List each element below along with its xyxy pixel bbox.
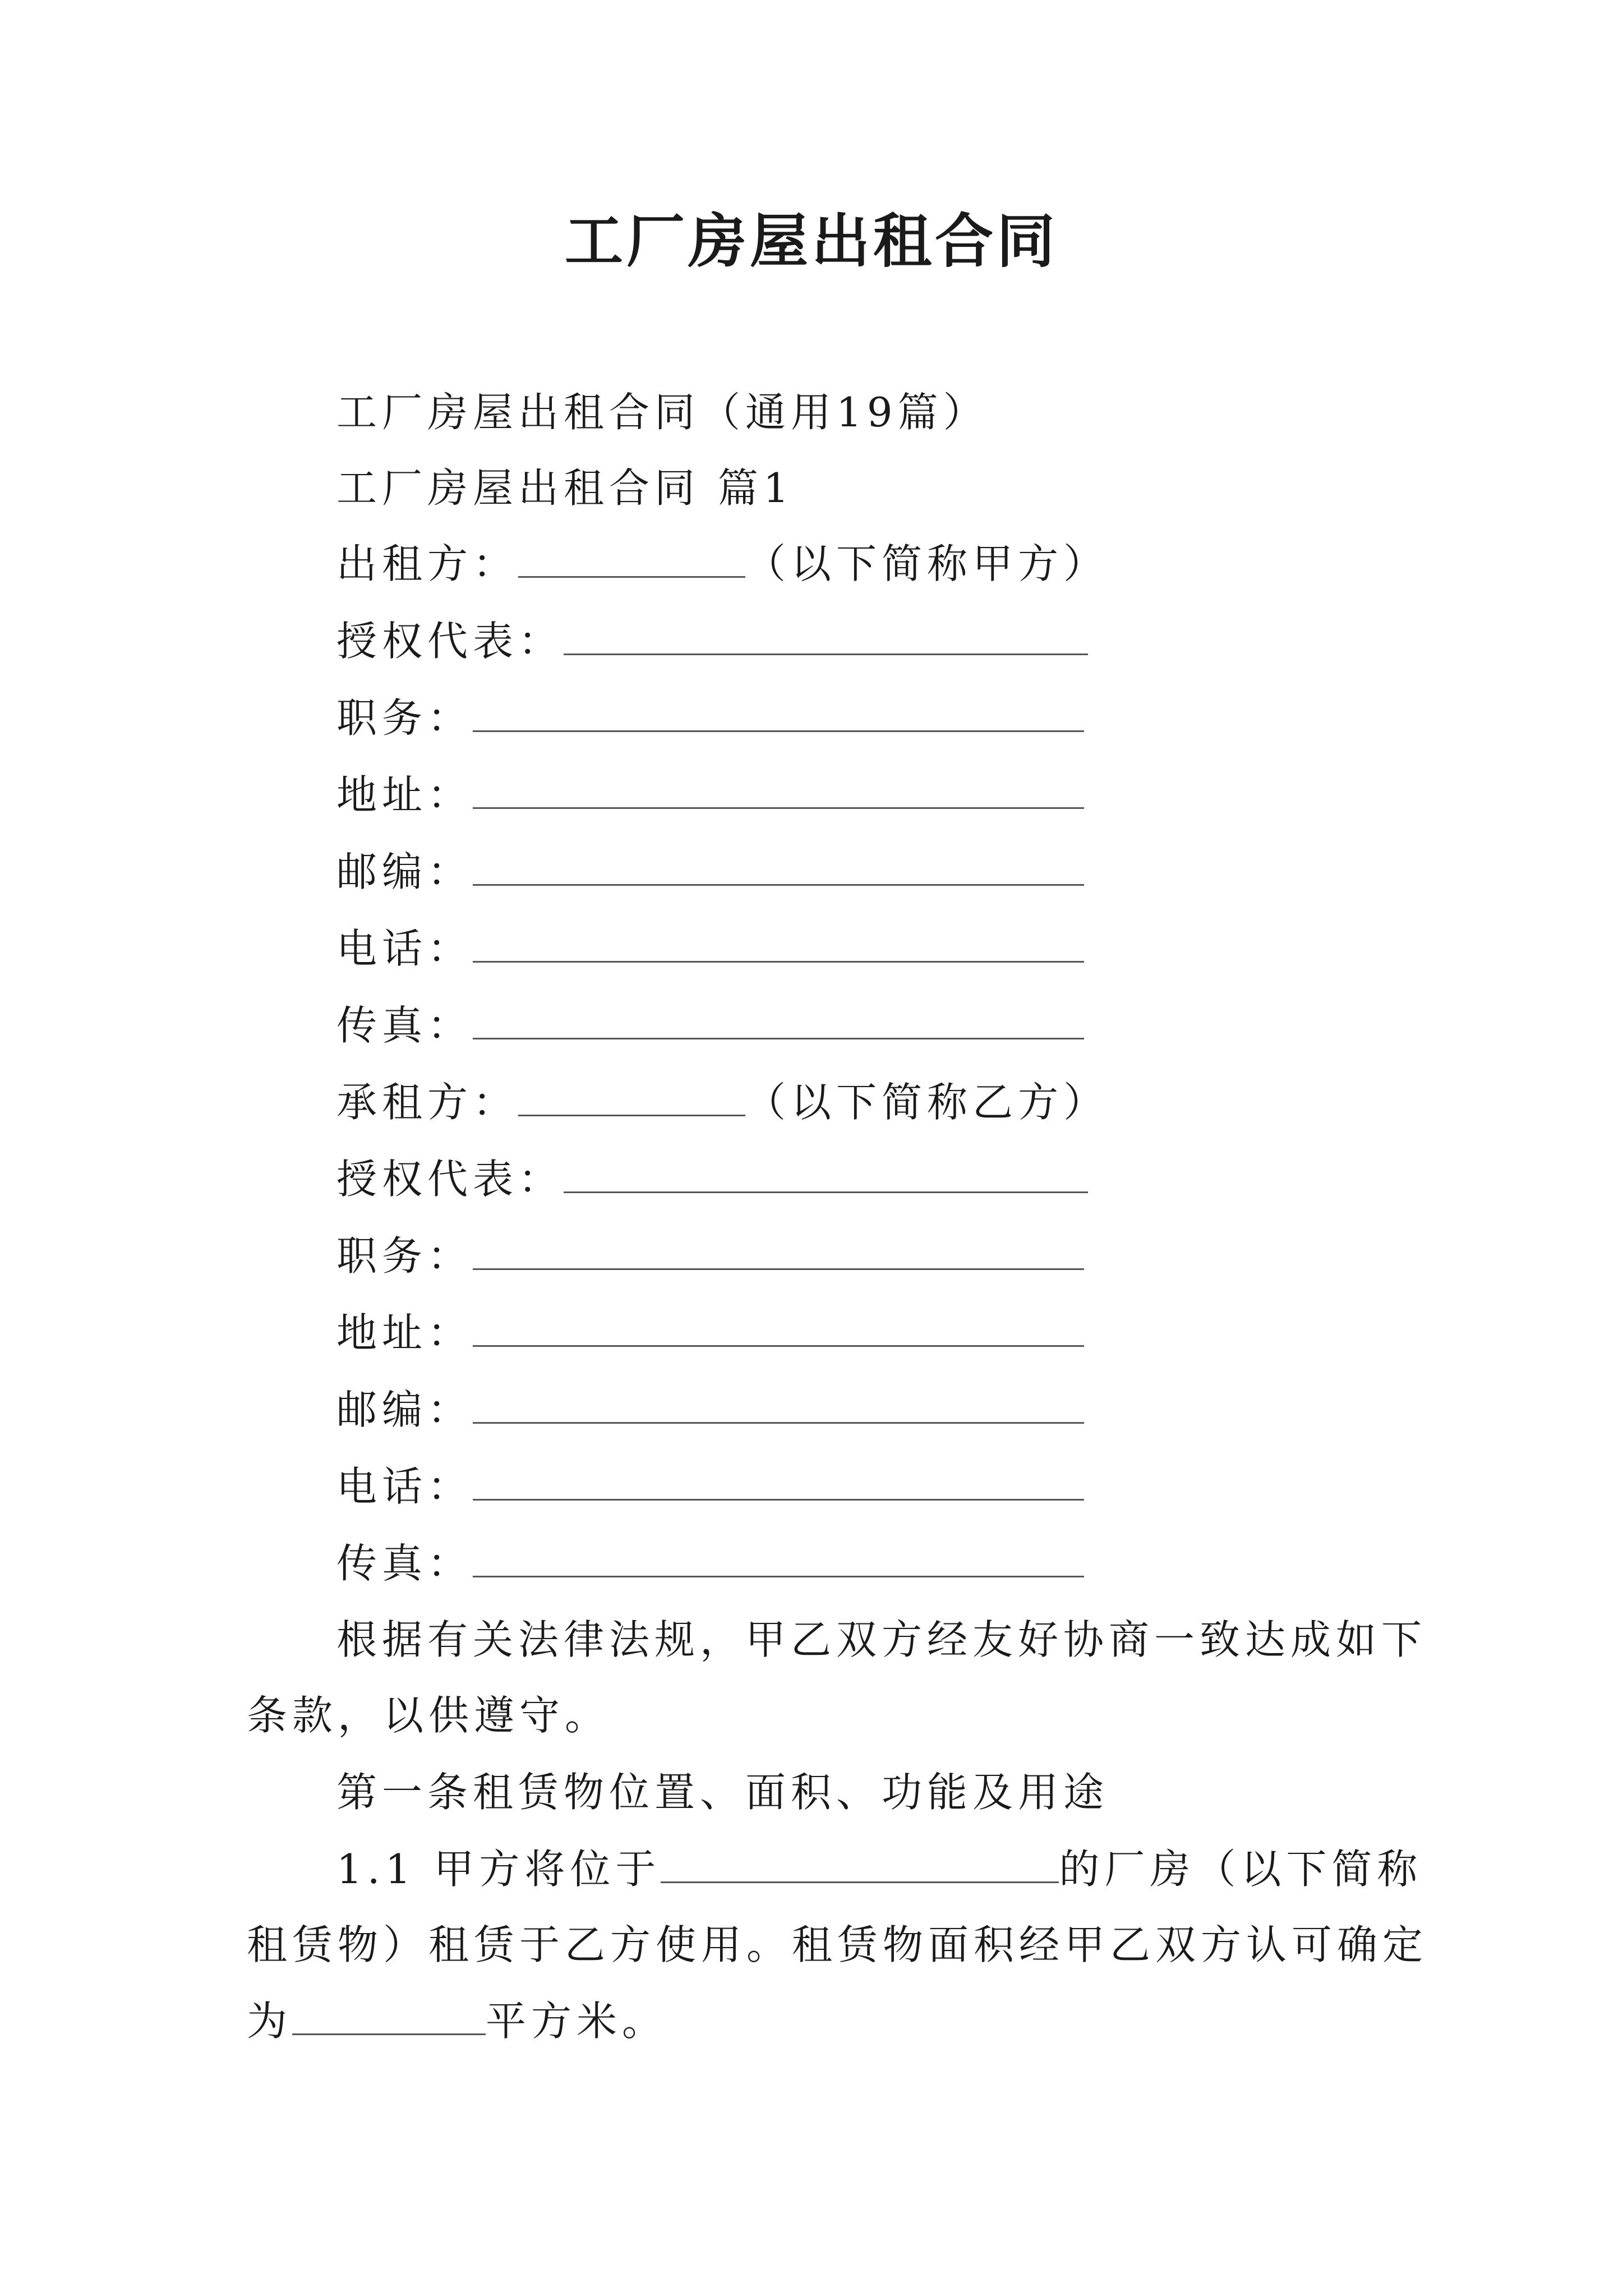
lessor-field-fax	[336, 995, 1084, 1056]
field-label: 邮编：	[336, 1386, 473, 1433]
field-label: 电话：	[336, 925, 473, 972]
clause-1-1-prefix: 1.1 甲方将位于	[336, 1846, 661, 1893]
lessee-field-position	[336, 1225, 1084, 1287]
field-blank[interactable]	[473, 845, 1084, 886]
lessee-field-address	[336, 1302, 1084, 1364]
lessee-label: 承租方：	[336, 1079, 519, 1126]
lessee-line	[336, 1071, 1109, 1133]
lessor-suffix: （以下简称甲方）	[745, 540, 1109, 587]
lessor-field-address	[336, 764, 1084, 826]
lessee-blank[interactable]	[518, 1075, 745, 1116]
lessor-field-position	[336, 687, 1084, 749]
lessor-field-postcode	[336, 841, 1084, 903]
field-label: 职务：	[336, 694, 473, 742]
field-label: 授权代表：	[336, 618, 564, 665]
lessor-field-phone	[336, 918, 1084, 979]
clause-1-1-line-2: 租赁物）租赁于乙方使用。租赁物面积经甲乙双方认可确定	[247, 1921, 1428, 1968]
field-blank[interactable]	[564, 614, 1088, 655]
lessee-field-postcode	[336, 1379, 1084, 1441]
field-label: 邮编：	[336, 848, 473, 895]
field-blank[interactable]	[473, 1460, 1084, 1501]
lessee-field-representative	[336, 1148, 1088, 1210]
lessee-field-phone	[336, 1456, 1084, 1517]
document-subtitle: 工厂房屋出租合同（通用19篇）	[336, 389, 989, 436]
lessee-suffix: （以下简称乙方）	[745, 1079, 1109, 1126]
field-label: 地址：	[336, 771, 473, 818]
clause-1-1-line-3	[247, 1990, 667, 2052]
field-blank[interactable]	[473, 1536, 1084, 1577]
clause-1-1-line-3-prefix: 为	[247, 1998, 293, 2045]
field-label: 电话：	[336, 1463, 473, 1510]
field-blank[interactable]	[473, 1306, 1084, 1347]
field-label: 授权代表：	[336, 1156, 564, 1203]
field-label: 传真：	[336, 1002, 473, 1049]
lessee-field-fax	[336, 1533, 1084, 1594]
article-1-heading: 第一条租赁物位置、面积、功能及用途	[336, 1769, 1109, 1816]
document-title: 工厂房屋出租合同	[564, 206, 1058, 275]
field-blank[interactable]	[473, 922, 1084, 963]
section-heading: 工厂房屋出租合同 篇1	[336, 464, 794, 512]
lessor-blank[interactable]	[518, 537, 745, 578]
lessor-field-representative	[336, 610, 1088, 672]
field-label: 职务：	[336, 1232, 473, 1280]
location-blank[interactable]	[661, 1842, 1059, 1883]
field-blank[interactable]	[473, 1383, 1084, 1424]
area-blank[interactable]	[292, 1994, 486, 2035]
lessor-line	[336, 533, 1109, 595]
intro-line-1: 根据有关法律法规，甲乙双方经友好协商一致达成如下	[336, 1616, 1427, 1663]
field-label: 地址：	[336, 1309, 473, 1356]
field-blank[interactable]	[473, 1229, 1084, 1270]
field-blank[interactable]	[473, 768, 1084, 809]
clause-1-1-line-3-suffix: 平方米。	[486, 1998, 668, 2045]
lessor-label: 出租方：	[336, 540, 519, 587]
field-label: 传真：	[336, 1540, 473, 1587]
field-blank[interactable]	[564, 1152, 1088, 1193]
intro-line-2: 条款，以供遵守。	[247, 1692, 611, 1739]
field-blank[interactable]	[473, 691, 1084, 732]
clause-1-1-line-1	[336, 1838, 1422, 1900]
field-blank[interactable]	[473, 999, 1084, 1039]
clause-1-1-suffix: 的厂房（以下简称	[1059, 1846, 1423, 1893]
